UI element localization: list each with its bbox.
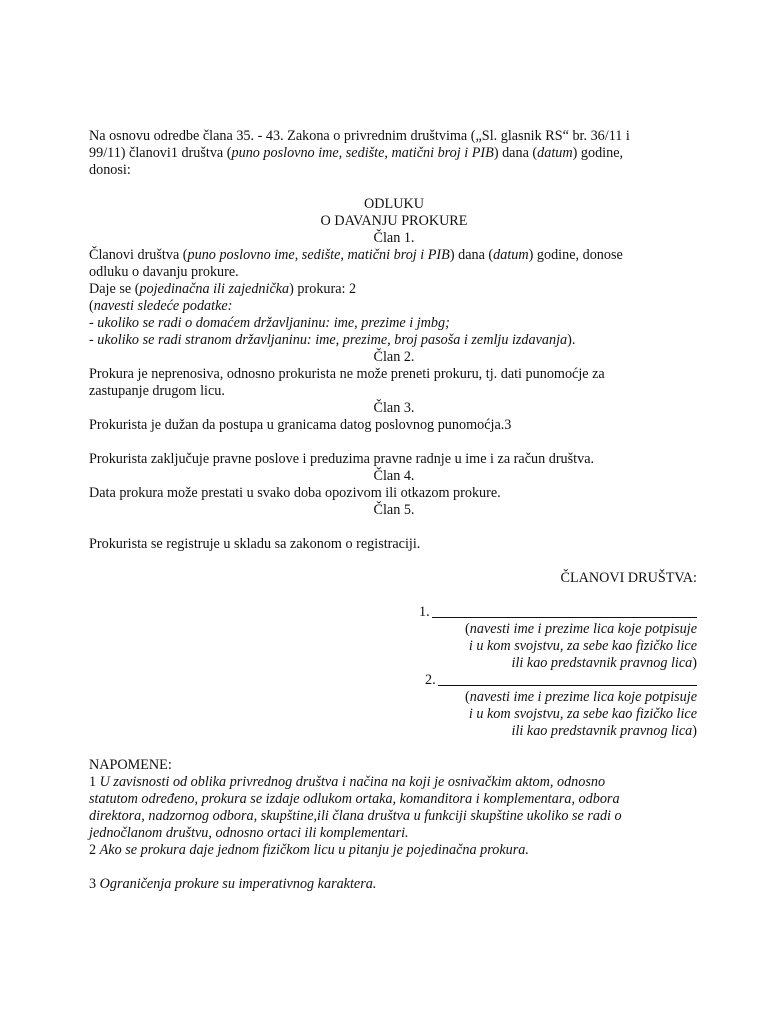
spacer (89, 859, 699, 876)
article-2-line-2: zastupanje drugom licu. (89, 383, 225, 399)
article-1-line-1 (89, 247, 699, 264)
intro-line-1: Na osnovu odredbe člana 35. - 43. Zakona o privrednim društvima („Sl. glasnik RS“ br. 36/11 i (89, 128, 630, 144)
text-run: ) (692, 655, 697, 671)
italic-run: navesti sledeće podatke: (93, 298, 233, 314)
text-run: Članovi društva ( (89, 247, 188, 263)
article-5-line-1: Prokurista se registruje u skladu sa zakonom o registraciji. (89, 536, 421, 552)
text-run: 99/11) članovi1 društva ( (89, 145, 232, 161)
note-1-line-2 (89, 791, 699, 808)
signature-line-2 (427, 672, 697, 689)
article-1-line-3 (89, 281, 699, 298)
article-3-line-1: Prokurista je dužan da postupa u granicama datog poslovnog punomoćja.3 (89, 417, 512, 433)
text-run: ) prokura: 2 (289, 281, 357, 297)
article-4-line-1: Data prokura može prestati u svako doba opozivom ili otkazom prokure. (89, 485, 501, 501)
notes-heading: NAPOMENE: (89, 757, 172, 773)
document-subtitle: O DAVANJU PROKURE (320, 213, 468, 229)
article-3-heading: Član 3. (373, 400, 415, 416)
note-1-line-1 (89, 774, 699, 791)
document-page (89, 128, 699, 893)
signature-note (427, 638, 697, 655)
text-run: ( (465, 689, 470, 705)
text-run: ( (465, 621, 470, 637)
spacer (89, 179, 699, 196)
text-run: Daje se ( (89, 281, 140, 297)
signature-note (427, 706, 697, 723)
italic-run: - ukoliko se radi o domaćem državljaninu: ime, prezime i jmbg; (89, 315, 450, 331)
article-1-line-5 (89, 315, 699, 332)
document-title: ODLUKU (364, 196, 424, 212)
note-1-line-4 (89, 825, 699, 842)
italic-run: datum (493, 247, 529, 263)
footnote-number: 2 (89, 842, 97, 858)
footnote-number: 1 (89, 774, 97, 790)
article-1-line-6 (89, 332, 699, 349)
italic-run: ili kao predstavnik pravnog lica (511, 655, 693, 671)
article-3-line-2: Prokurista zaključuje pravne poslove i preduzima pravne radnje u ime i za račun društva. (89, 451, 595, 467)
article-1-line-4 (89, 298, 699, 315)
signature-block-2 (427, 672, 697, 740)
note-2 (89, 842, 699, 859)
intro-paragraph (89, 128, 699, 179)
spacer (89, 740, 699, 757)
italic-run: datum (537, 145, 573, 161)
text-run: ( (89, 298, 94, 314)
article-1-heading: Član 1. (373, 230, 415, 246)
signature-number: 2. (425, 672, 436, 688)
note-1-line-3 (89, 808, 699, 825)
italic-run: Ograničenja prokure su imperativnog karaktera. (99, 876, 377, 892)
signature-note (427, 655, 697, 672)
intro-line-2 (89, 145, 699, 162)
note-3 (89, 876, 699, 893)
signature-note (427, 621, 697, 638)
italic-run: navesti ime i prezime lica koje potpisuje (469, 689, 697, 705)
signature-note (427, 723, 697, 740)
italic-run: puno poslovno ime, sedište, matični broj i PIB (187, 247, 450, 263)
article-2-heading: Član 2. (373, 349, 415, 365)
italic-run: - ukoliko se radi stranom državljaninu: ime, prezime, broj pasoša i zemlju izdavanja (89, 332, 568, 348)
text-run: ) godine, (572, 145, 624, 161)
text-run: ) dana ( (449, 247, 494, 263)
article-5-heading: Član 5. (373, 502, 415, 518)
notes-section (89, 757, 699, 893)
italic-run: ili kao predstavnik pravnog lica (511, 723, 693, 739)
italic-run: navesti ime i prezime lica koje potpisuje (469, 621, 697, 637)
italic-run: direktora, nadzornog odbora, skupštine,ili člana društva u funkciji skupštine ukoliko se radi o (89, 808, 622, 824)
spacer (89, 587, 699, 604)
intro-line-3: donosi: (89, 162, 131, 178)
signature-note (427, 689, 697, 706)
italic-run: U zavisnosti od oblika privrednog društva i načina na koji je osnivačkim aktom, odnosno (99, 774, 606, 790)
text-run: ) dana ( (493, 145, 538, 161)
footnote-number: 3 (89, 876, 97, 892)
spacer (89, 519, 699, 536)
italic-run: jednočlanom društvu, odnosno ortaci ili komplementari. (89, 825, 409, 841)
members-title: ČLANOVI DRUŠTVA: (560, 570, 697, 586)
spacer (89, 553, 699, 570)
signature-number: 1. (419, 604, 430, 620)
signature-block-1 (419, 604, 697, 672)
article-2-line-1: Prokura je neprenosiva, odnosno prokurista ne može preneti prokuru, tj. dati punomoćje za (89, 366, 605, 382)
italic-run: i u kom svojstvu, za sebe kao fizičko lice (468, 706, 697, 722)
spacer (89, 434, 699, 451)
italic-run: pojedinačna ili zajednička (139, 281, 290, 297)
text-run: ) godine, donose (528, 247, 623, 263)
signature-field-2[interactable] (438, 673, 697, 686)
signature-line-1 (419, 604, 697, 621)
article-1-line-2: odluku o davanju prokure. (89, 264, 239, 280)
text-run: ) (692, 723, 697, 739)
italic-run: puno poslovno ime, sedište, matični broj i PIB (231, 145, 494, 161)
italic-run: i u kom svojstvu, za sebe kao fizičko lice (468, 638, 697, 654)
article-4-heading: Član 4. (373, 468, 415, 484)
italic-run: statutom određeno, prokura se izdaje odlukom ortaka, komanditora i komplementara, odbora (89, 791, 620, 807)
text-run: ). (567, 332, 576, 348)
signature-field-1[interactable] (432, 605, 697, 618)
italic-run: Ako se prokura daje jednom fizičkom licu u pitanju je pojedinačna prokura. (99, 842, 529, 858)
